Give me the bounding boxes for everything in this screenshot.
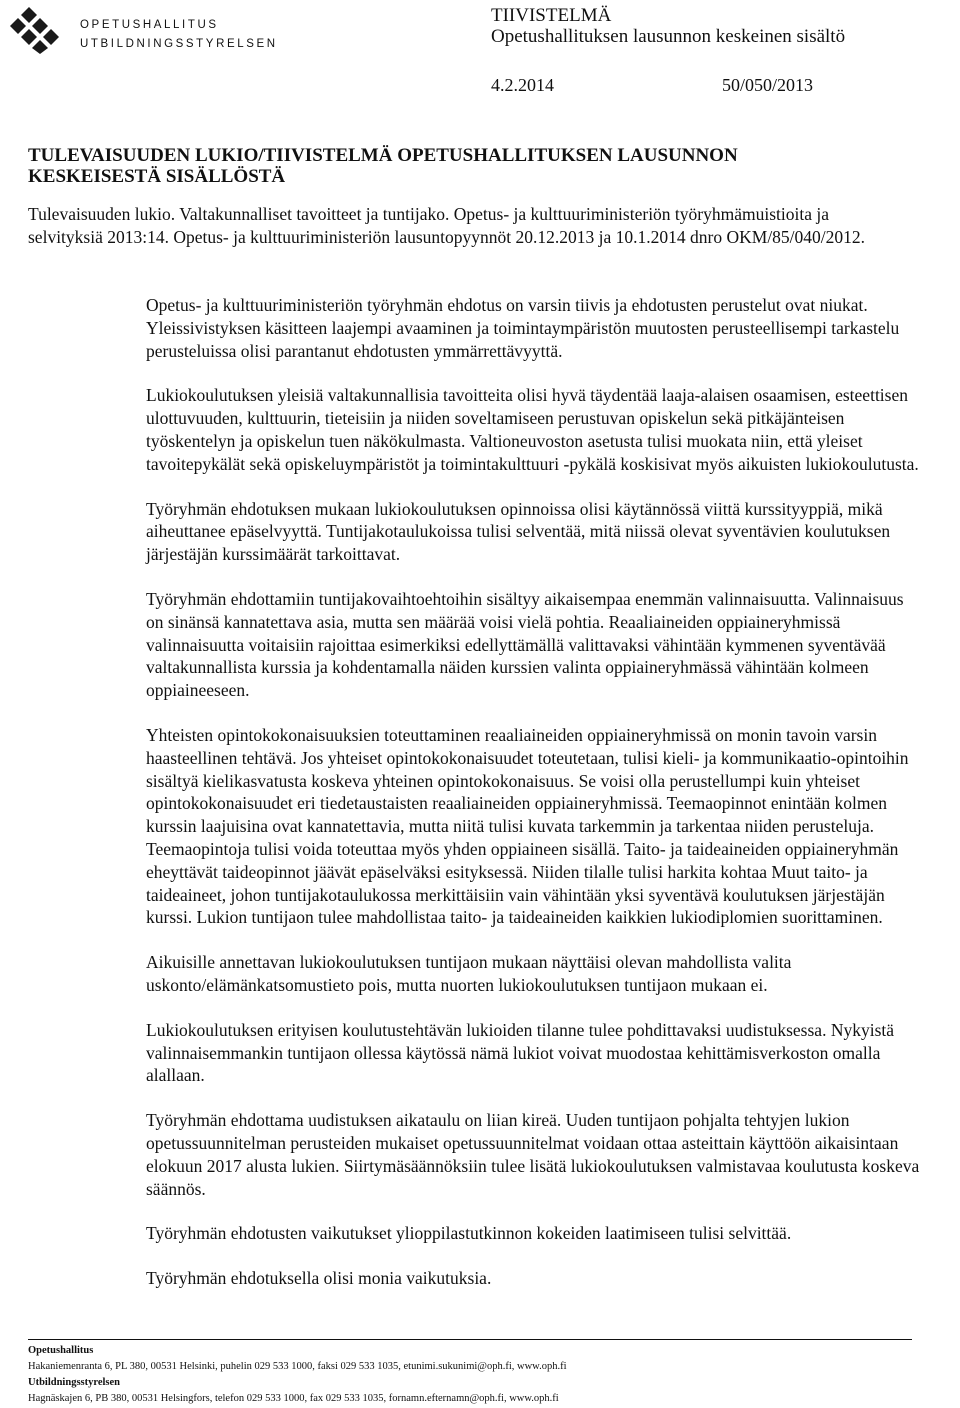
paragraph: Opetus- ja kulttuuriministeriön työryhmän ehdotus on varsin tiivis ja ehdotusten perustelut ovat niukat. Yleissivistyksen käsitteen laajempi avaaminen ja toimintaympäristön muutosten perusteellisempi tarkastelu perusteluissa olisi parantanut ehdotusten ymmärrettävyyttä.	[146, 295, 900, 361]
paragraph: Lukiokoulutuksen erityisen koulutustehtävän lukioiden tilanne tulee pohdittavaksi uudistuksessa. Nykyistä valinnaisemmankin tuntijaon ollessa käytössä nämä lukiot voivat muodostaa kehittämisverkoston omalla alallaan.	[146, 1019, 895, 1086]
reference-text: Tulevaisuuden lukio. Valtakunnalliset tavoitteet ja tuntijako. Opetus- ja kulttuuriministeriön työryhmämuistioita ja selvityksiä 2013:14. Opetus- ja kulttuuriministeriön lausuntopyynnöt 20.12.2013 ja 10.1.2014 dnro OKM/85/040/2012.	[28, 204, 866, 247]
page-title	[28, 145, 928, 187]
footer-address-swedish: Hagnäskajen 6, PB 380, 00531 Helsingfors, telefon 029 533 1000, fax 029 533 1035, fornamn.efternamn@oph.fi, www.oph.fi	[28, 1393, 559, 1404]
paragraph: Työryhmän ehdotuksella olisi monia vaikutuksia.	[146, 1268, 492, 1289]
paragraph: Työryhmän ehdottama uudistuksen aikataulu on liian kireä. Uuden tuntijaon pohjalta tehtyjen lukion opetussuunnitelman perusteiden mukaiset opetussuunnitelmat voidaan ottaa asteittain käyttöön aikaisintaan elokuun 2017 alusta lukien. Siirtymäsäännöksiin tulee lisätä lukiokoulutuksen valmistavaa koulutusta koskeva säännös.	[146, 1110, 920, 1199]
org-name-finnish: OPETUSHALLITUS	[80, 19, 219, 31]
title-line-2: KESKEISESTÄ SISÄLLÖSTÄ	[28, 166, 286, 187]
opetushallitus-logo	[4, 4, 78, 54]
title-line-1: TULEVAISUUDEN LUKIO/TIIVISTELMÄ OPETUSHALLITUKSEN LAUSUNNON	[28, 145, 738, 166]
document-type: TIIVISTELMÄ	[491, 5, 612, 26]
document-body	[146, 294, 924, 1312]
paragraph: Työryhmän ehdotusten vaikutukset ylioppilastutkinnon kokeiden laatimiseen tulisi selvittää.	[146, 1223, 792, 1244]
footer	[28, 1343, 928, 1407]
footer-address-finnish: Hakaniemenranta 6, PL 380, 00531 Helsinki, puhelin 029 533 1000, faksi 029 533 1035, etunimi.sukunimi@oph.fi, www.oph.fi	[28, 1361, 567, 1372]
paragraph: Lukiokoulutuksen yleisiä valtakunnallisia tavoitteita olisi hyvä täydentää laaja-alaisen osaamisen, esteettisen ulottuvuuden, kulttuurin, tieteisiin ja niiden soveltamiseen perustuvan opiskelun sekä pitkäjänteisen työskentelyn ja opiskelun tuen näkökulmasta. Valtioneuvoston asetusta tulisi muokata niin, että yleiset tavoitepykälät sekä opiskeluympäristöt ja toimintakulttuuri -pykälä koskisivat myös aikuisten lukiokoulutusta.	[146, 385, 919, 474]
organization-name	[80, 16, 278, 54]
paragraph: Työryhmän ehdottamiin tuntijakovaihtoehtoihin sisältyy aikaisempaa enemmän valinnaisuutta. Valinnaisuus on sinänsä kannatettava asia, mutta sen määrää voisi vielä pohtia. Reaaliaineiden oppiaineryhmissä valinnaisuutta voitaisiin rajoittaa esimerkiksi edellyttämällä valittavaksi vähintään kymmenen syventävää valtakunnallista kurssia ja kohdentamalla näiden kurssien valinta oppiaineryhmässä vähintään kolmeen oppiaineeseen.	[146, 588, 904, 701]
paragraph: Aikuisille annettavan lukiokoulutuksen tuntijaon mukaan näyttäisi olevan mahdollista valita uskonto/elämänkatsomustieto pois, mutta nuorten lukiokoulutuksen tuntijaon mukaan ei.	[146, 952, 792, 995]
footer-org-name-finnish: Opetushallitus	[28, 1345, 94, 1356]
paragraph: Työryhmän ehdotuksen mukaan lukiokoulutuksen opinnoissa olisi käytännössä viittä kurssityyppiä, mikä aiheuttanee epäselvyyttä. Tuntijakotaulukoissa tulisi selventää, mitä niissä olevat syventävien koulutuksen järjestäjän kurssimäärät tarkoittavat.	[146, 498, 891, 565]
paragraph: Yhteisten opintokokonaisuuksien toteuttaminen reaaliaineiden oppiaineryhmissä on monin tavoin varsin haasteellinen tehtävä. Jos yhteiset opintokokonaisuudet toteutetaan, tulisi kieli- ja kommunikaatio-opintoihin sisältyä kielikasvatusta koskeva yhteinen opintokokonaisuus. Se voisi olla perustellumpi kuin yhteiset opintokokonaisuudet eri tiedetaustaisten reaaliaineiden oppiaineryhmissä. Teemaopinnot enintään kolmen kurssin laajuisina ovat kannatettavia, mutta niitä tulisi kuvata tarkemmin ja tarkentaa niiden perusteluja. Teemaopintoja tulisi voida toteuttaa myös yhden oppiaineen sisällä. Taito- ja taideaineiden oppiaineryhmän eheyttävät taideopinnot jäävät epäselväksi esityksessä. Niiden tilalle tulisi harkita kohtaa Muut taito- ja taideaineet, johon tuntijakotaulukossa merkittäisiin vain vähintään yksi syventävä koulutuksen järjestäjän kurssi. Lukion tuntijaon tulee mahdollistaa taito- ja taideaineiden kaikkien lukiodiplomien suorittaminen.	[146, 724, 909, 928]
footer-divider	[28, 1339, 912, 1340]
document-date: 4.2.2014	[491, 75, 554, 95]
footer-org-name-swedish: Utbildningsstyrelsen	[28, 1377, 120, 1388]
org-name-swedish: UTBILDNINGSSTYRELSEN	[80, 38, 278, 50]
document-number: 50/050/2013	[722, 75, 814, 95]
document-subtitle: Opetushallituksen lausunnon keskeinen sisältö	[491, 26, 846, 47]
